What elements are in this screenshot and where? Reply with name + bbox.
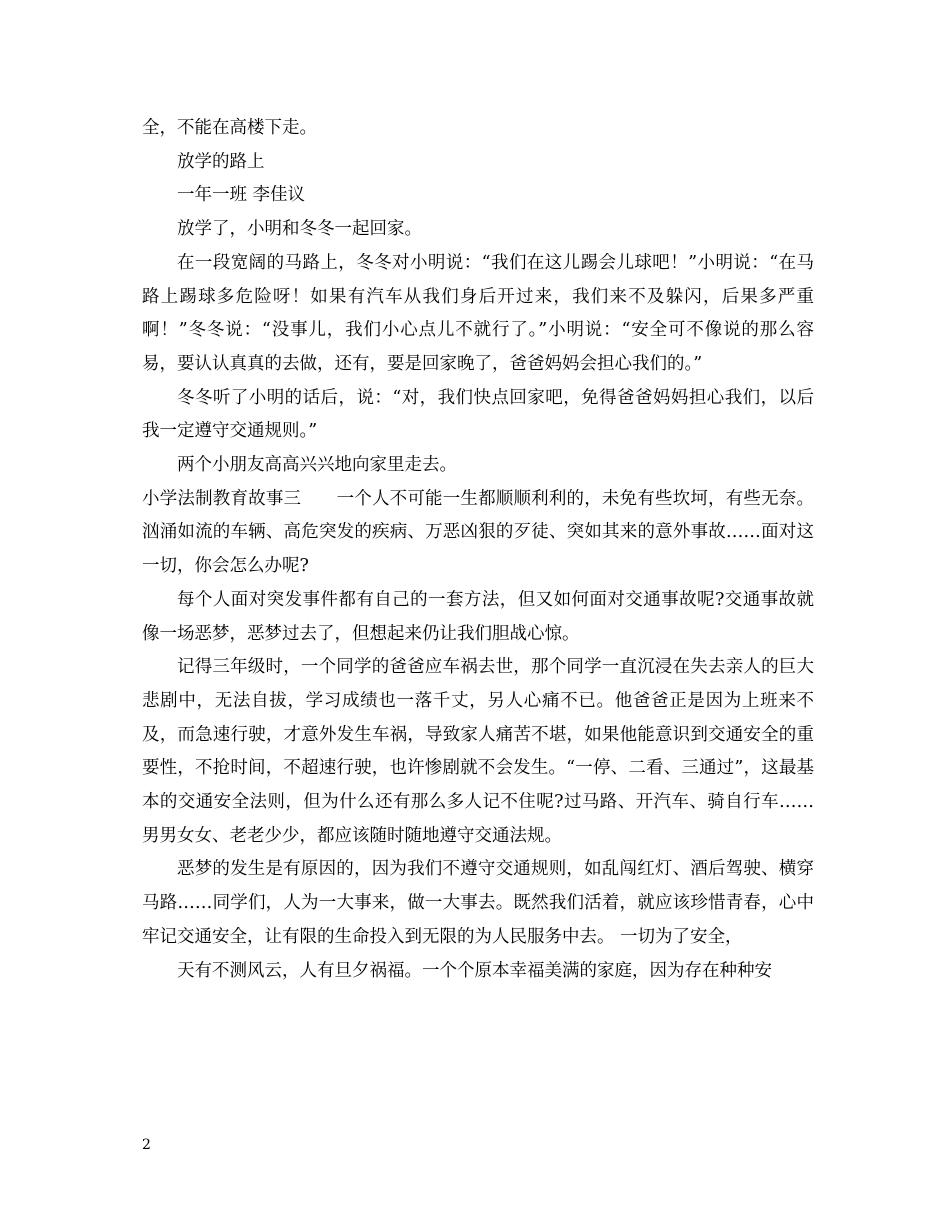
paragraph: 天有不测风云，人有旦夕祸福。一个个原本幸福美满的家庭，因为存在种种安 <box>177 960 772 981</box>
story-title: 放学的路上 <box>177 151 265 172</box>
page-number: 2 <box>142 1137 151 1153</box>
story-author: 一年一班 李佳议 <box>177 185 306 206</box>
paragraph: 冬冬听了小明的话后，说：“对，我们快点回家吧，免得爸爸妈妈担心我们，以后我一定遵守交通规则。” <box>142 387 814 442</box>
section-heading-paragraph: 小学法制教育故事三 一个人不可能一生都顺顺利利的，未免有些坎坷，有些无奈。汹涌如流的车辆、高危突发的疾病、万恶凶狠的歹徒、突如其来的意外事故……面对这一切，你会怎么办呢? <box>142 488 814 577</box>
paragraph: 每个人面对突发事件都有自己的一套方法，但又如何面对交通事故呢?交通事故就像一场恶梦，恶梦过去了，但想起来仍让我们胆战心惊。 <box>142 589 814 644</box>
document-body <box>142 112 814 988</box>
paragraph-continuation: 全，不能在高楼下走。 <box>142 118 317 138</box>
paragraph: 恶梦的发生是有原因的，因为我们不遵守交通规则，如乱闯红灯、酒后驾驶、横穿马路……同学们，人为一大事来，做一大事去。既然我们活着，就应该珍惜青春，心中牢记交通安全，让有限的生命投入到无限的为人民服务中去。 一切为了安全， <box>142 859 814 947</box>
paragraph: 放学了，小明和冬冬一起回家。 <box>177 219 422 240</box>
paragraph: 在一段宽阔的马路上，冬冬对小明说：“我们在这儿踢会儿球吧！”小明说：“在马路上踢球多危险呀！如果有汽车从我们身后开过来，我们来不及躲闪，后果多严重啊！”冬冬说：“没事儿，我们小心点儿不就行了。”小明说：“安全可不像说的那么容易，要认认真真的去做，还有，要是回家晚了，爸爸妈妈会担心我们的。” <box>142 252 814 374</box>
paragraph: 记得三年级时，一个同学的爸爸应车祸去世，那个同学一直沉浸在失去亲人的巨大悲剧中，无法自拔，学习成绩也一落千丈，另人心痛不已。他爸爸正是因为上班来不及，而急速行驶，才意外发生车祸，导致家人痛苦不堪，如果他能意识到交通安全的重要性，不抢时间，不超速行驶，也许惨剧就不会发生。“一停、二看、三通过”，这最基本的交通安全法则，但为什么还有那么多人记不住呢?过马路、开汽车、骑自行车……男男女女、老老少少，都应该随时随地遵守交通法规。 <box>142 657 814 846</box>
paragraph: 两个小朋友高高兴兴地向家里走去。 <box>177 455 457 476</box>
